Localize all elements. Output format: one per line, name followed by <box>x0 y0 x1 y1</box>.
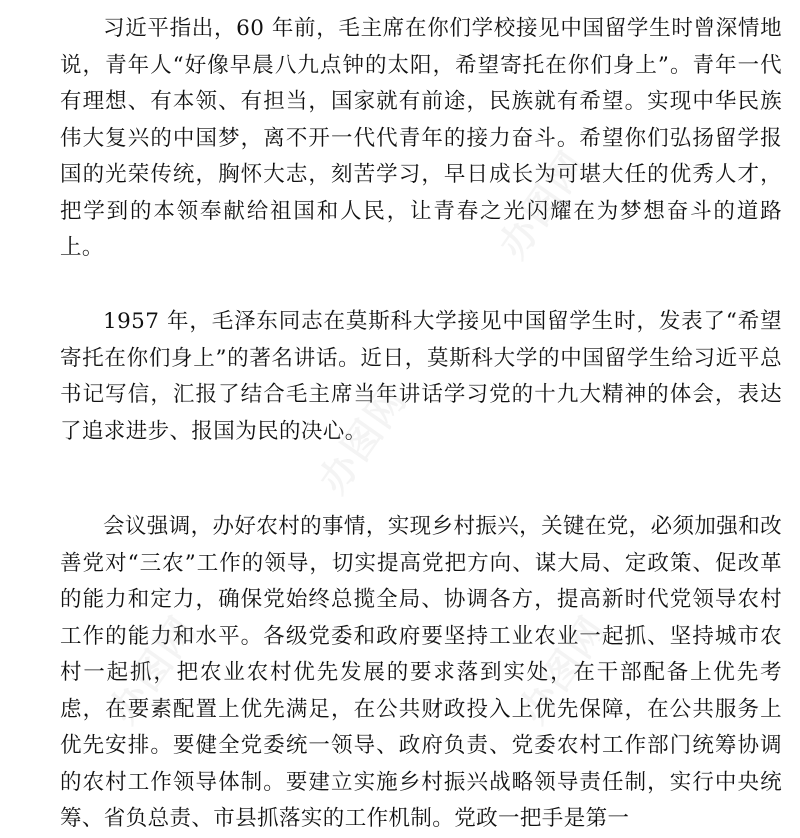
paragraph-1: 习近平指出，60 年前，毛主席在你们学校接见中国留学生时曾深情地说，青年人“好像早晨八九点钟的太阳，希望寄托在你们身上”。青年一代有理想、有本领、有担当，国家就有前途，民族就有希望。实现中华民族伟大复兴的中国梦，离不开一代代青年的接力奋斗。希望你们弘扬留学报国的光荣传统，胸怀大志，刻苦学习，早日成长为可堪大任的优秀人才，把学到的本领奉献给祖国和人民，让青春之光闪耀在为梦想奋斗的道路上。 <box>60 16 782 260</box>
watermark: 办图网 <box>510 607 616 732</box>
paragraph-3: 会议强调，办好农村的事情，实现乡村振兴，关键在党，必须加强和改善党对“三农”工作的领导，切实提高党把方向、谋大局、定政策、促改革的能力和定力，确保党始终总揽全局、协调各方，提高新时代党领导农村工作的能力和水平。各级党委和政府要坚持工业农业一起抓、坚持城市农村一起抓，把农业农村优先发展的要求落到实处，在干部配备上优先考虑，在要素配置上优先满足，在公共财政投入上优先保障，在公共服务上优先安排。要健全党委统一领导、政府负责、党委农村工作部门统筹协调的农村工作领导体制。要建立实施乡村振兴战略领导责任制，实行中央统筹、省负总责、市县抓落实的工作机制。党政一把手是第一 <box>60 514 782 831</box>
paragraph-2: 1957 年，毛泽东同志在莫斯科大学接见中国留学生时，发表了“希望寄托在你们身上”的著名讲话。近日，莫斯科大学的中国留学生给习近平总书记写信，汇报了结合毛主席当年讲话学习党的十九大精神的体会，表达了追求进步、报国为民的决心。 <box>60 309 782 444</box>
watermark: 办图网 <box>310 377 416 502</box>
watermark: 办图网 <box>490 142 596 267</box>
watermark: 办图网 <box>100 607 206 732</box>
